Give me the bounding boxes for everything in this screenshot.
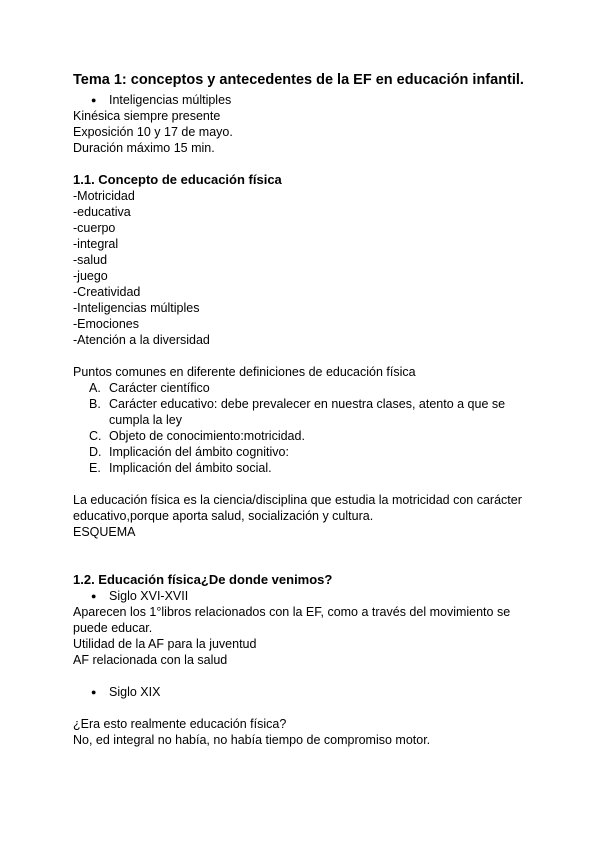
list-item: -Motricidad [73, 189, 135, 203]
text-line: Puntos comunes en diferente definiciones de educación física [73, 365, 416, 379]
ordered-item: B. Carácter educativo: debe prevalecer en nuestra clases, atento a que se [89, 397, 506, 411]
list-item: -Inteligencias múltiples [73, 301, 200, 315]
text-line: Kinésica siempre presente [73, 109, 221, 123]
text-line: Utilidad de la AF para la juventud [73, 637, 257, 651]
list-item: -educativa [73, 205, 131, 219]
list-item: -integral [73, 237, 119, 251]
section-heading: 1.1. Concepto de educación física [73, 172, 282, 187]
text-line: puede educar. [73, 621, 153, 635]
list-item: -cuerpo [73, 221, 116, 235]
ordered-item: D. Implicación del ámbito cognitivo: [89, 445, 289, 459]
list-item: -Creatividad [73, 285, 141, 299]
bullet-item: ● Siglo XVI-XVII [91, 588, 188, 604]
text-line: ¿Era esto realmente educación física? [73, 717, 287, 731]
ordered-item: E. Implicación del ámbito social. [89, 461, 272, 475]
text-line: Duración máximo 15 min. [73, 141, 215, 155]
page-title: Tema 1: conceptos y antecedentes de la EF en educación infantil. [73, 72, 524, 88]
text-line: AF relacionada con la salud [73, 653, 228, 667]
section-heading: 1.2. Educación física¿De donde venimos? [73, 572, 333, 587]
text-line: educativo,porque aporta salud, socialización y cultura. [73, 509, 374, 523]
ordered-item-continuation: cumpla la ley [109, 413, 182, 427]
list-item: -salud [73, 253, 108, 267]
list-item: -Emociones [73, 317, 139, 331]
list-item: -juego [73, 269, 108, 283]
text-line: ESQUEMA [73, 525, 136, 539]
bullet-item: ● Inteligencias múltiples [91, 92, 231, 108]
text-line: La educación física es la ciencia/disciplina que estudia la motricidad con carácter [73, 493, 522, 507]
text-line: Aparecen los 1°libros relacionados con la EF, como a través del movimiento se [73, 605, 511, 619]
bullet-item: ● Siglo XIX [91, 684, 160, 700]
text-line: Exposición 10 y 17 de mayo. [73, 125, 233, 139]
text-line: No, ed integral no había, no había tiempo de compromiso motor. [73, 733, 431, 747]
list-item: -Atención a la diversidad [73, 333, 210, 347]
ordered-item: C. Objeto de conocimiento:motricidad. [89, 429, 305, 443]
ordered-item: A. Carácter científico [89, 381, 210, 395]
